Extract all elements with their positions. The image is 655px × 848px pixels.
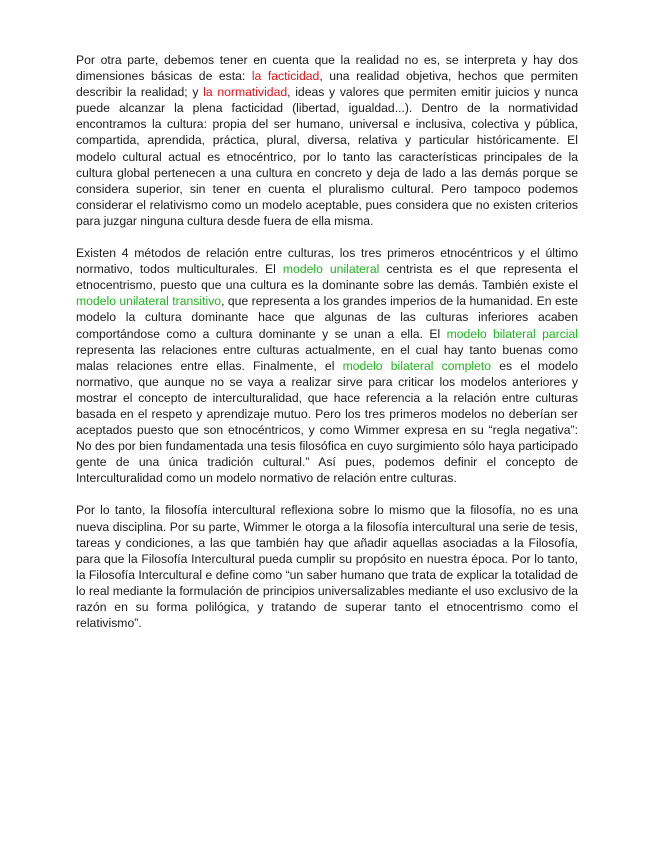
term-modelo-bilateral-parcial: modelo bilateral parcial — [446, 326, 578, 341]
document-page — [76, 52, 578, 647]
paragraph-3-text: Por lo tanto, la filosofía intercultural reflexiona sobre lo mismo que la filosofía, no es una nueva disciplina. Por su parte, Wimmer le otorga a la filosofía intercultural una serie de tesis, tareas y condiciones, a las que también hay que añadir aquellas asociadas a la Filosofía, para que la Filosofía Intercultural pueda cumplir su propósito en nuestra época. Por lo tanto, la Filosofía Intercultural e define como “un saber humano que trata de explicar la totalidad de lo real mediante la formulación de principios universalizables mediante el uso exclusivo de la razón en su forma polilógica, y tratando de superar tanto el etnocentrismo como el relativismo”. — [76, 503, 578, 631]
term-facticidad: la facticidad — [251, 69, 320, 84]
paragraph-2-text: Existen 4 métodos de relación entre culturas, los tres primeros etnocéntricos y el último normativo, todos multiculturales. El — [76, 246, 578, 277]
term-modelo-unilateral: modelo unilateral — [282, 262, 380, 277]
paragraph-2-text: , que representa a los grandes imperios de la humanidad. En este modelo la cultura dominante hace que algunas de las culturas inferiores acaben comportándose como a cultura dominante y se unan a ella. El — [76, 294, 578, 341]
paragraph-1 — [76, 52, 578, 229]
paragraph-2-text: es el modelo normativo, que aunque no se vaya a realizar sirve para criticar los modelos anteriores y mostrar el concepto de interculturalidad, que hace referencia a la relación entre culturas basada en el respeto y aprendizaje mutuo. Pero los tres primeros modelos no deberían ser aceptados puesto que son etnocéntricos, y como Wimmer expresa en su “regla negativa”: No des por bien fundamentada una tesis filosófica en cuyo surgimiento sólo haya participado gente de una única tradición cultural.” Así pues, podemos definir el concepto de Interculturalidad como un modelo normativo de relación entre culturas. — [76, 358, 578, 486]
paragraph-1-text: Por otra parte, debemos tener en cuenta que la realidad no es, se interpreta y hay dos dimensiones básicas de esta: — [76, 53, 578, 84]
term-modelo-bilateral-completo: modelo bilateral completo — [342, 358, 492, 373]
paragraph-2 — [76, 245, 578, 486]
paragraph-2-text: representa las relaciones entre culturas actualmente, en el cual hay tanto buenas como malas relaciones entre ellas. Finalmente, el — [76, 342, 578, 373]
paragraph-2-text: centrista es el que representa el etnocentrismo, puesto que una cultura es la dominante sobre las demás. También existe el — [76, 262, 578, 293]
paragraph-1-text: , ideas y valores que permiten emitir juicios y nunca puede alcanzar la plena facticidad (libertad, igualdad...). Dentro de la normatividad encontramos la cultura: propia del ser humano, universal e inclusiva, colectiva y pública, compartida, aprendida, práctica, plural, diversa, relativa y particular históricamente. El modelo cultural actual es etnocéntrico, por lo tanto las características principales de la cultura global pertenecen a una cultura en concreto y deja de lado a las demás porque se considera superior, sin tener en cuenta el pluralismo cultural. Pero tampoco podemos considerar el relativismo como un modelo aceptable, pues considera que no existen criterios para juzgar ninguna cultura desde fuera de ella misma. — [76, 85, 578, 228]
term-normatividad: la normatividad — [203, 85, 288, 100]
term-modelo-unilateral-transitivo: modelo unilateral transitivo — [76, 294, 222, 309]
paragraph-3 — [76, 502, 578, 631]
paragraph-1-text: , una realidad objetiva, hechos que permiten describir la realidad; y — [76, 69, 578, 100]
